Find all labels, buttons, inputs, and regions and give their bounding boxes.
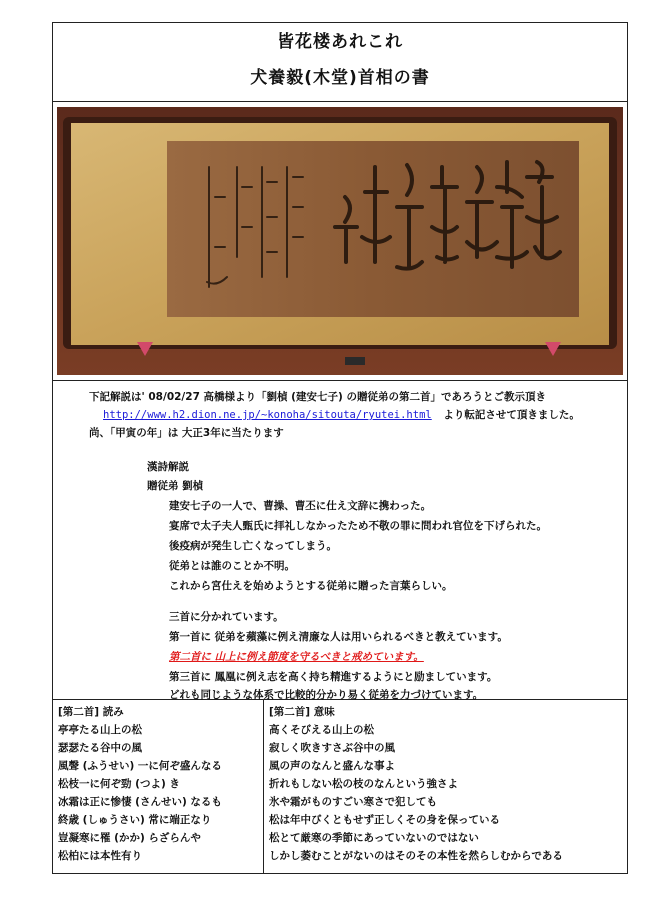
photo-box [53,102,627,381]
intro-line-2 [103,407,580,422]
meaning-line: 松とて厳寒の季節にあっていないのではない [269,832,479,844]
meaning-column [264,700,628,874]
meaning-line: しかし萎むことがないのはそのその本性を然らしむからである [269,850,563,862]
reading-line: 瑟瑟たる谷中の風 [58,742,142,754]
paragraph-line: 第三首に 鳳凰に例え志を高く持ち精進するようにと励ましています。 [169,671,498,683]
reading-line: 終歳 (しゅうさい) 常に端正なり [58,814,212,826]
calligraphy-photo [57,107,623,375]
source-link[interactable]: http://www.h2.dion.ne.jp/~konoha/sitouta/ryutei.html [103,409,432,421]
page-subtitle: 犬養毅(木堂)首相の書 [250,68,430,88]
meaning-line: 折れもしない松の枝のなんという強さよ [269,778,458,790]
meaning-line: 寂しく吹きすさぶ谷中の風 [269,742,395,754]
poem-title: 贈従弟 劉楨 [147,480,204,492]
reading-line: 冰霜は正に惨悽 (さんせい) なるも [58,796,222,808]
intro-line-2-text: より転記させて頂きました。 [443,409,580,421]
paragraph-line: 後疫病が発生し亡くなってしまう。 [169,540,337,552]
reading-line: 松柏には本性有り [58,850,142,862]
paragraph-line: 宴席で太子夫人甄氏に拝礼しなかったため不敬の罪に問われ官位を下げられた。 [169,520,547,532]
paragraph-line: 建安七子の一人で、曹操、曹丕に仕え文辞に携わった。 [169,500,432,512]
paragraph-line: これから宮仕えを始めようとする従弟に贈った言葉らしい。 [169,580,453,592]
paragraph-line: 三首に分かれています。 [169,611,284,623]
reading-line: 豈凝寒に罹 (かか) らざらんや [58,832,201,844]
page-title: 皆花楼あれこれ [277,32,403,52]
meaning-line: 高くそびえる山上の松 [269,724,374,736]
reading-line: 風聲 (ふうせい) 一に何ぞ盛んなる [58,760,222,772]
emphasis-line: 第二首に 山上に例え節度を守るべきと戒めています。 [169,651,424,663]
reading-line: 亭亭たる山上の松 [58,724,142,736]
paragraph-line: 第一首に 従弟を蘋藻に例え清廉な人は用いられるべきと教えています。 [169,631,508,643]
meaning-line: 風の声のなんと盛んな事よ [269,760,395,772]
column-header: [第二首] 意味 [269,706,335,718]
reading-column [53,700,264,874]
intro-line-3: 尚、「甲寅の年」は 大正3年に当たります [89,427,284,439]
title-box [53,23,627,102]
document-sheet [52,22,628,874]
meaning-line: 松は年中びくともせず正しくその身を保っている [269,814,500,826]
column-header: [第二首] 読み [58,706,124,718]
notes-section [53,381,627,700]
paragraph-line: どれも同じような体系で比較的分かり易く従弟を力づけています。 [169,689,484,701]
reading-line: 松枝一に何ぞ勁 (つよ) き [58,778,180,790]
paragraph-line: 従弟とは誰のことか不明。 [169,560,295,572]
kanshi-heading: 漢詩解説 [147,461,189,473]
poem-table [53,700,627,874]
meaning-line: 氷や霜がものすごい寒さで犯しても [269,796,437,808]
intro-line-1: 下記解説は' 08/02/27 高橋様より「劉楨 (建安七子) の贈従弟の第二首」であろうとご教示頂き [89,391,546,403]
